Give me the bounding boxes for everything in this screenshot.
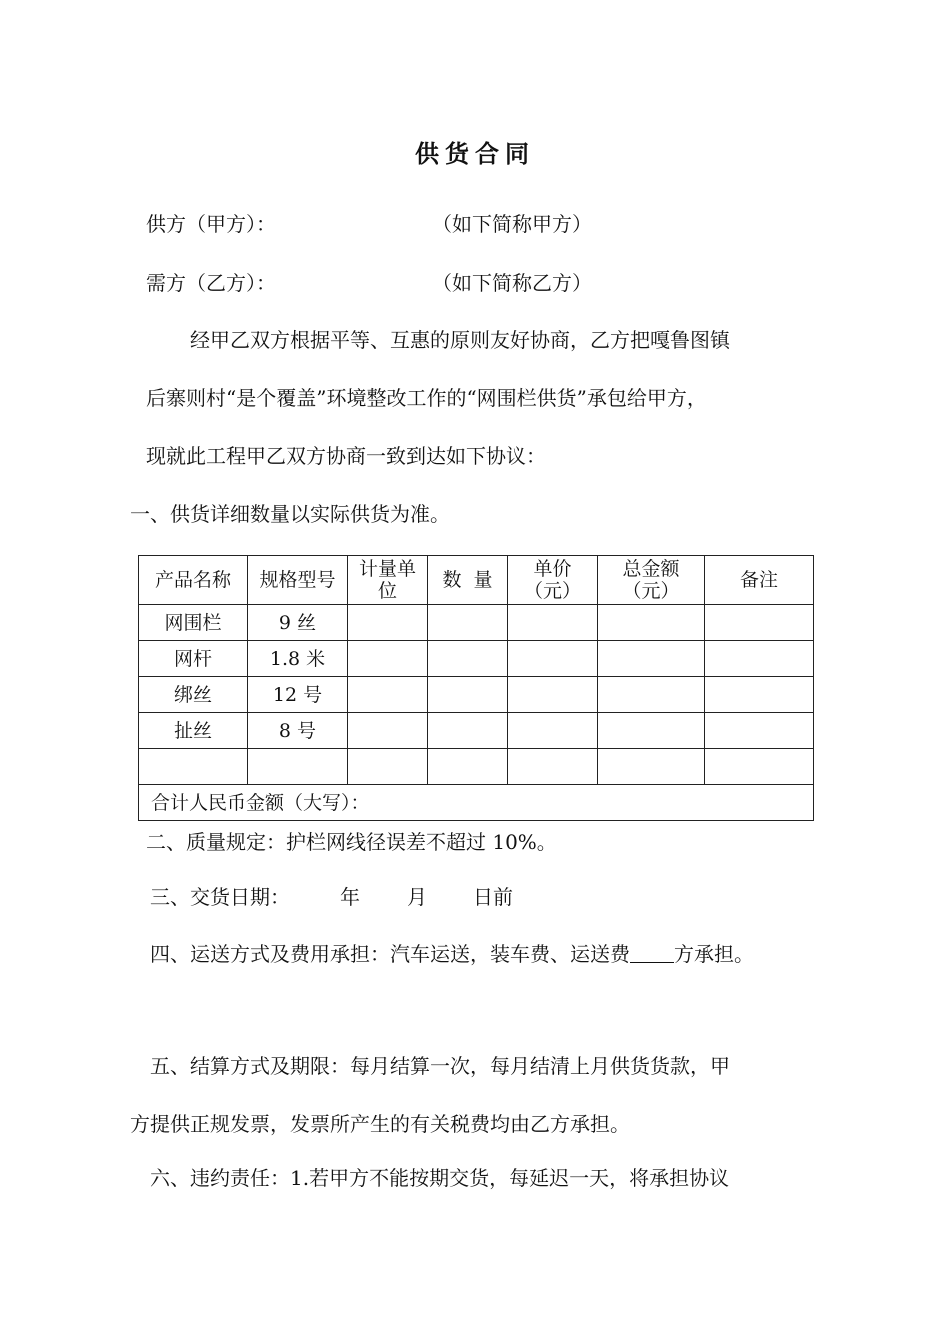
table-row (139, 677, 814, 713)
cell-quantity (428, 749, 508, 785)
section-4-text: 四、运送方式及费用承担：汽车运送，装车费、运送费 (150, 942, 630, 966)
cell-quantity (428, 677, 508, 713)
table-header-row (139, 556, 814, 605)
goods-table (138, 555, 814, 821)
cell-spec: 12 号 (248, 677, 348, 713)
cell-total (598, 713, 705, 749)
table-row (139, 749, 814, 785)
buyer-label: 需方（乙方）： (146, 271, 276, 295)
supplier-label: 供方（甲方）： (146, 212, 276, 236)
table-row (139, 641, 814, 677)
cell-product (139, 749, 248, 785)
cell-remarks (705, 713, 814, 749)
section-3-month: 月 (407, 885, 427, 909)
intro-line-1: 经甲乙双方根据平等、互惠的原则友好协商，乙方把嘎鲁图镇 (190, 328, 730, 352)
cell-spec (248, 749, 348, 785)
cell-unit-price (508, 677, 598, 713)
table-total-row (139, 785, 814, 821)
header-quantity: 数 量 (428, 556, 508, 605)
table-row (139, 605, 814, 641)
cell-spec: 1.8 米 (248, 641, 348, 677)
cell-product: 网杆 (139, 641, 248, 677)
header-remarks: 备注 (705, 556, 814, 605)
cell-total (598, 605, 705, 641)
section-1: 一、供货详细数量以实际供货为准。 (130, 502, 450, 526)
supplier-note: （如下简称甲方） (432, 212, 592, 236)
section-3-year: 年 (340, 885, 360, 909)
cell-unit-price (508, 641, 598, 677)
cell-product: 绑丝 (139, 677, 248, 713)
cell-remarks (705, 605, 814, 641)
cell-quantity (428, 713, 508, 749)
cell-unit (348, 605, 428, 641)
cell-quantity (428, 641, 508, 677)
section-2: 二、质量规定：护栏网线径误差不超过 10%。 (146, 830, 557, 854)
fill-in-blank[interactable] (630, 942, 674, 963)
total-amount-label: 合计人民币金额（大写）： (139, 785, 814, 821)
section-5-line-1: 五、结算方式及期限：每月结算一次，每月结清上月供货货款，甲 (150, 1054, 730, 1078)
table-row (139, 713, 814, 749)
cell-total (598, 677, 705, 713)
header-unit: 计量单 位 (348, 556, 428, 605)
cell-quantity (428, 605, 508, 641)
header-unit-price: 单价 （元） (508, 556, 598, 605)
header-product-name: 产品名称 (139, 556, 248, 605)
cell-unit (348, 713, 428, 749)
cell-remarks (705, 641, 814, 677)
section-4-suffix: 方承担。 (674, 942, 754, 966)
section-3-day: 日前 (473, 885, 513, 909)
cell-product: 网围栏 (139, 605, 248, 641)
section-6: 六、违约责任：1.若甲方不能按期交货，每延迟一天，将承担协议 (150, 1166, 730, 1190)
cell-unit-price (508, 605, 598, 641)
section-5-line-2: 方提供正规发票，发票所产生的有关税费均由乙方承担。 (130, 1112, 630, 1136)
cell-product: 扯丝 (139, 713, 248, 749)
cell-unit-price (508, 713, 598, 749)
intro-line-3: 现就此工程甲乙双方协商一致到达如下协议： (146, 444, 546, 468)
cell-spec: 9 丝 (248, 605, 348, 641)
intro-line-2: 后寨则村“是个覆盖”环境整改工作的“网围栏供货”承包给甲方， (146, 386, 707, 410)
header-total-amount: 总金额 （元） (598, 556, 705, 605)
cell-unit (348, 749, 428, 785)
section-3-label: 三、交货日期： (150, 885, 290, 909)
buyer-note: （如下简称乙方） (432, 271, 592, 295)
cell-remarks (705, 677, 814, 713)
cell-unit (348, 641, 428, 677)
cell-total (598, 749, 705, 785)
document-title: 供货合同 (415, 140, 535, 168)
section-4 (150, 942, 754, 966)
cell-unit-price (508, 749, 598, 785)
cell-spec: 8 号 (248, 713, 348, 749)
cell-remarks (705, 749, 814, 785)
header-spec: 规格型号 (248, 556, 348, 605)
cell-total (598, 641, 705, 677)
cell-unit (348, 677, 428, 713)
